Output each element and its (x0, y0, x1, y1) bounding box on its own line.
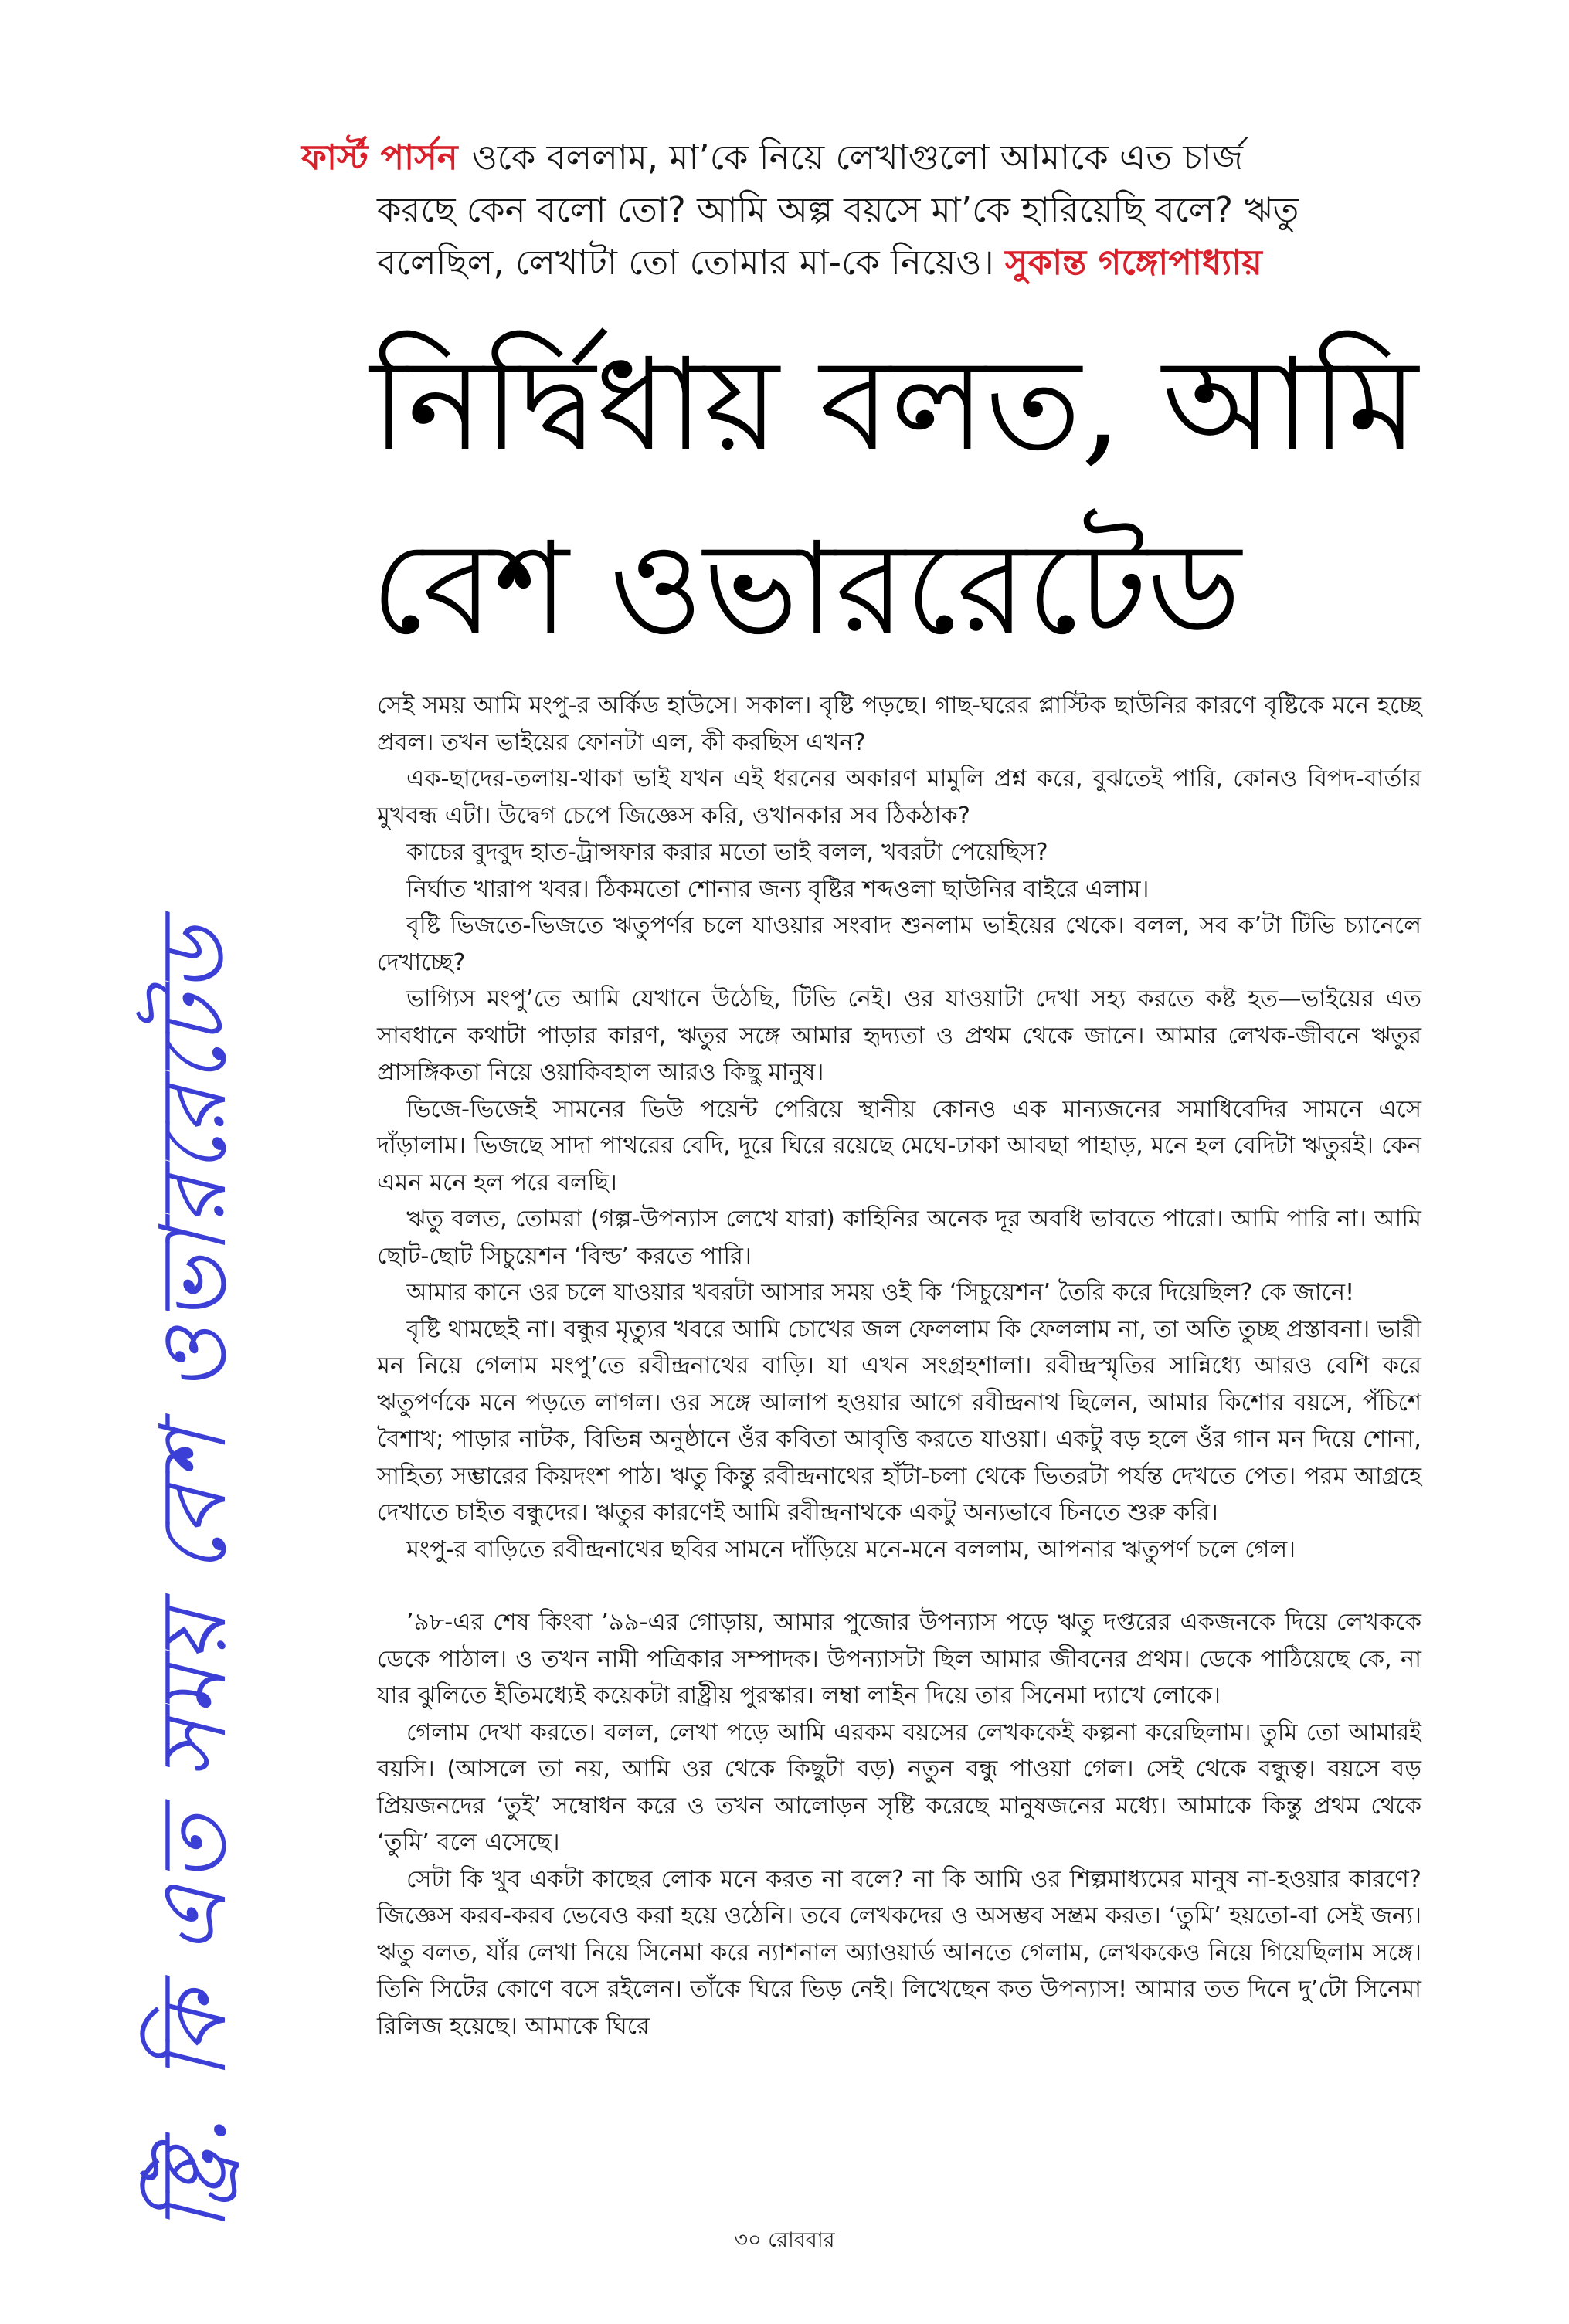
paragraph: ঋতু বলত, তোমরা (গল্প-উপন্যাস লেখে যারা) কাহিনির অনেক দূর অবধি ভাবতে পারো। আমি পারি না। আমি ছোট-ছোট সিচুয়েশন ‘বিল্ড’ করতে পারি। (377, 1206, 1421, 1270)
paragraph: কাচের বুদবুদ হাত-ট্রান্সফার করার মতো ভাই বলল, খবরটা পেয়েছিস? (406, 839, 1048, 866)
paragraph: ’৯৮-এর শেষ কিংবা ’৯৯-এর গোড়ায়, আমার পুজোর উপন্যাস পড়ে ঋতু দপ্তরের একজনকে দিয়ে লেখককে ডেকে পাঠাল। ও তখন নামী পত্রিকার সম্পাদক। উপন্যাসটা ছিল আমার জীবনের প্রথম। ডেকে পাঠিয়েছে কে, না যার ঝুলিতে ইতিমধ্যেই কয়েকটা রাষ্ট্রীয় পুরস্কার। লম্বা লাইন দিয়ে তার সিনেমা দ্যাখে লোকে। (377, 1609, 1421, 1709)
intro-line-3-wrap (301, 236, 1414, 289)
page-footer: ৩০ রোববার (734, 2228, 835, 2252)
paragraph: ভাগ্যিস মংপু’তে আমি যেখানে উঠেছি, টিভি নেই। ওর যাওয়াটা দেখা সহ্য করতে কষ্ট হত—ভাইয়ের এত সাবধানে কথাটা পাড়ার কারণ, ঋতুর সঙ্গে আমার হৃদ্যতা ও প্রথম থেকে জানে। আমার লেখক-জীবনে ঋতুর প্রাসঙ্গিকতা নিয়ে ওয়াকিবহাল আরও কিছু মানুষ। (377, 986, 1421, 1086)
author-name: সুকান্ত গঙ্গোপাধ্যায় (1004, 242, 1262, 283)
paragraph: গেলাম দেখা করতে। বলল, লেখা পড়ে আমি এরকম বয়সের লেখককেই কল্পনা করেছিলাম। তুমি তো আমারই বয়সি। (আসলে তা নয়, আমি ওর থেকে কিছুটা বড়) নতুন বন্ধু পাওয়া গেল। সেই থেকে বন্ধুত্ব। বয়সে বড় প্রিয়জনদের ‘তুই’ সম্বোধন করে ও তখন আলোড়ন সৃষ্টি করেছে মানুষজনের মধ্যে। আমাকে কিন্তু প্রথম থেকে ‘তুমি’ বলে এসেছে। (377, 1718, 1421, 1856)
article-body (377, 687, 1421, 2044)
paragraph: ভিজে-ভিজেই সামনের ভিউ পয়েন্ট পেরিয়ে স্থানীয় কোনও এক মান্যজনের সমাধিবেদির সামনে এসে দাঁড়ালাম। ভিজছে সাদা পাথরের বেদি, দূরে ঘিরে রয়েছে মেঘে-ঢাকা আবছা পাহাড়, মনে হল বেদিটা ঋতুরই। কেন এমন মনে হল পরে বলছি। (377, 1095, 1421, 1196)
handwritten-margin-note: ষ্ট্রি. কি এত সময় বেশ ওভাররেটেড (140, 924, 246, 2232)
paragraph: এক-ছাদের-তলায়-থাকা ভাই যখন এই ধরনের অকারণ মামুলি প্রশ্ন করে, বুঝতেই পারি, কোনও বিপদ-বার্তার মুখবন্ধ এটা। উদ্বেগ চেপে জিজ্ঞেস করি, ওখানকার সব ঠিকঠাক? (377, 765, 1421, 830)
paragraph: বৃষ্টি থামছেই না। বন্ধুর মৃত্যুর খবরে আমি চোখের জল ফেললাম কি ফেললাম না, তা অতি তুচ্ছ প্রস্তাবনা। ভারী মন নিয়ে গেলাম মংপু’তে রবীন্দ্রনাথের বাড়ি। যা এখন সংগ্রহশালা। রবীন্দ্রস্মৃতির সান্নিধ্যে আরও বেশি করে ঋতুপর্ণকে মনে পড়তে লাগল। ওর সঙ্গে আলাপ হওয়ার আগে রবীন্দ্রনাথ ছিলেন, আমার কিশোর বয়সে, পঁচিশে বৈশাখ; পাড়ার নাটক, বিভিন্ন অনুষ্ঠানে ওঁর কবিতা আবৃত্তি করতে যাওয়া। একটু বড় হলে ওঁর গান মন দিয়ে শোনা, সাহিত্য সম্ভারের কিয়দংশ পাঠ। ঋতু কিন্তু রবীন্দ্রনাথের হাঁটা-চলা থেকে ভিতরটা পর্যন্ত দেখতে পেত। পরম আগ্রহে দেখাতে চাইত বন্ধুদের। ঋতুর কারণেই আমি রবীন্দ্রনাথকে একটু অন্যভাবে চিনতে শুরু করি। (377, 1315, 1421, 1526)
section-break (377, 1568, 1421, 1604)
paragraph: আমার কানে ওর চলে যাওয়ার খবরটা আসার সময় ওই কি ‘সিচুয়েশন’ তৈরি করে দিয়েছিল? কে জানে! (406, 1279, 1355, 1306)
paragraph: বৃষ্টি ভিজতে-ভিজতে ঋতুপর্ণর চলে যাওয়ার সংবাদ শুনলাম ভাইয়ের থেকে। বলল, সব ক’টা টিভি চ্যানেলে দেখাচ্ছে? (377, 912, 1421, 976)
headline-line-2: বেশ ওভাররেটেড (371, 514, 1241, 663)
paragraph: নির্ঘাত খারাপ খবর। ঠিকমতো শোনার জন্য বৃষ্টির শব্দওলা ছাউনির বাইরে এলাম। (406, 875, 1150, 903)
intro-line-3: বলেছিল, লেখাটা তো তোমার মা-কে নিয়েও। (377, 242, 994, 283)
intro-line-2: করছে কেন বলো তো? আমি অল্প বয়সে মা’কে হারিয়েছি বলে? ঋতু (377, 189, 1299, 230)
intro-block (301, 131, 1414, 289)
paragraph: সেই সময় আমি মংপু-র অর্কিড হাউসে। সকাল। বৃষ্টি পড়ছে। গাছ-ঘরের প্লাস্টিক ছাউনির কারণে বৃষ্টিকে মনে হচ্ছে প্রবল। তখন ভাইয়ের ফোনটা এল, কী করছিস এখন? (377, 692, 1421, 756)
section-label: ফার্স্ট পার্সন (301, 137, 458, 178)
paragraph: সেটা কি খুব একটা কাছের লোক মনে করত না বলে? না কি আমি ওর শিল্পমাধ্যমের মানুষ না-হওয়ার কারণে? জিজ্ঞেস করব-করব ভেবেও করা হয়ে ওঠেনি। তবে লেখকদের ও অসম্ভব সম্ভ্রম করত। ‘তুমি’ হয়তো-বা সেই জন্য। ঋতু বলত, যাঁর লেখা নিয়ে সিনেমা করে ন্যাশনাল অ্যাওয়ার্ড আনতে গেলাম, লেখককেও নিয়ে গিয়েছিলাম সঙ্গে। তিনি সিটের কোণে বসে রইলেন। তাঁকে ঘিরে ভিড় নেই। লিখেছেন কত উপন্যাস! আমার তত দিনে দু’টো সিনেমা রিলিজ হয়েছে। আমাকে ঘিরে (377, 1865, 1421, 2040)
intro-line-1: ওকে বললাম, মা’কে নিয়ে লেখাগুলো আমাকে এত চার্জ (471, 137, 1243, 178)
headline-line-1: নির্দ্বিধায় বলত, আমি (371, 331, 1418, 479)
paragraph: মংপু-র বাড়িতে রবীন্দ্রনাথের ছবির সামনে দাঁড়িয়ে মনে-মনে বললাম, আপনার ঋতুপর্ণ চলে গেল। (406, 1535, 1296, 1563)
headline (371, 313, 1491, 680)
